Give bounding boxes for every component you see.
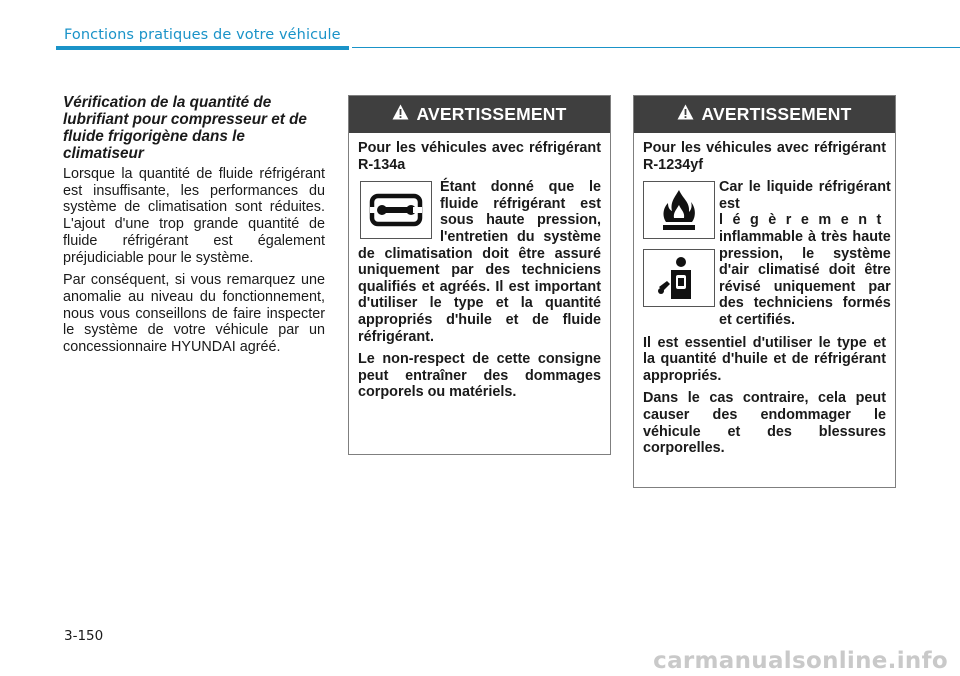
- warning-text-1: Il est essentiel d'utiliser le type et la quantité d'huile et de réfrigérant appropriés.: [643, 334, 886, 384]
- warning-title: AVERTISSEMENT: [701, 104, 852, 124]
- warning-header: [634, 96, 895, 133]
- warning-text-2: Le non-respect de cette consigne peut entraîner des dommages corporels ou matériels.: [358, 351, 601, 401]
- wrench-manual-icon: [360, 181, 432, 239]
- section-title: Fonctions pratiques de votre véhicule: [64, 27, 341, 43]
- warning-title: AVERTISSEMENT: [416, 104, 567, 124]
- body-paragraph-1: Lorsque la quantité de fluide réfrigérant est insuffisante, les performances du système de climatisation sont réduites. L'ajout d'une trop grande quantité de fluide réfrigérant est également préjudiciable pour le système.: [63, 166, 325, 266]
- icon-text-line-2: inflammable à très haute pression, le système d'air climatisé doit être révisé uniquement par des techniciens formés et certifiés.: [719, 228, 891, 328]
- warning-triangle-icon: [677, 104, 694, 125]
- warning-intro: Pour les véhicules avec réfrigérant R-1234yf: [643, 140, 886, 173]
- warning-text-2: Dans le cas contraire, cela peut causer des endommager le véhicule et des blessures corporelles.: [643, 390, 886, 457]
- header-rule-thin: [352, 47, 960, 48]
- watermark: carmanualsonline.info: [653, 648, 948, 674]
- icon-text-spaced: légèrement: [719, 212, 891, 229]
- warning-triangle-icon: [392, 104, 409, 125]
- section-heading: Vérification de la quantité de lubrifiant pour compresseur et de fluide frigorigène dans le climatiseur: [63, 94, 307, 162]
- warning-box-r134a: [348, 95, 611, 455]
- warning-header: [349, 96, 610, 133]
- page-number: 3-150: [64, 628, 104, 644]
- header-rule-thick: [56, 46, 349, 50]
- flammable-icon: [643, 181, 715, 239]
- left-column: [63, 94, 325, 362]
- warning-intro: Pour les véhicules avec réfrigérant R-134a: [358, 140, 601, 173]
- body-paragraph-2: Par conséquent, si vous remarquez une anomalie au niveau du fonctionnement, nous vous conseillons de faire inspecter le système de votre véhicule par un concessionnaire HYUNDAI agréé.: [63, 272, 325, 356]
- warning-text-1: Étant donné que le fluide réfrigérant est sous haute pression, l'entretien du système de climatisation doit être assuré uniquement par des techniciens qualifiés et agréés. Il est important d'utiliser le type et la quantité appropriés d'huile et de fluide réfrigérant.: [358, 179, 601, 345]
- technician-service-icon: [643, 249, 715, 307]
- warning-box-r1234yf: [633, 95, 896, 488]
- icon-text-line-1: Car le liquide réfrigérant est: [719, 179, 891, 212]
